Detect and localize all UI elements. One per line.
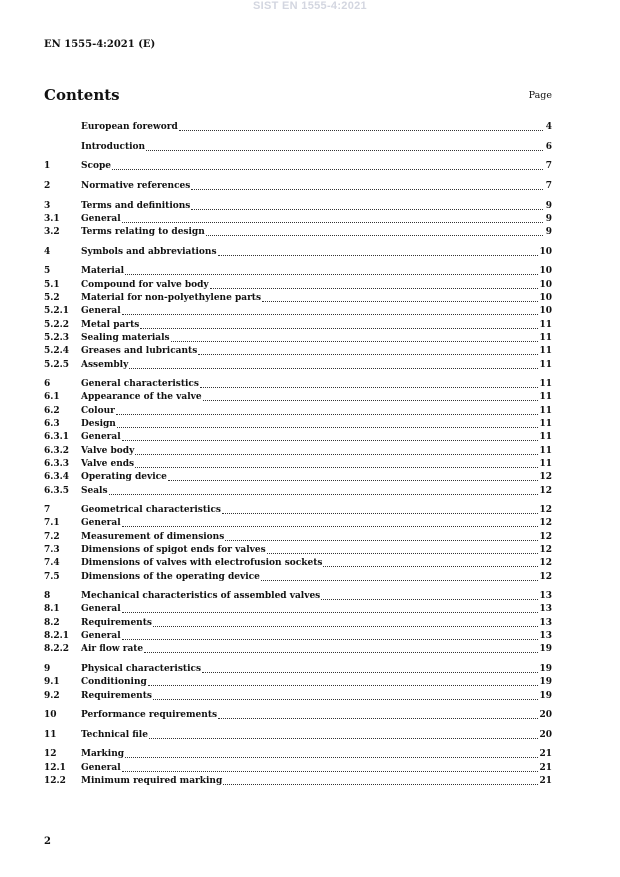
- dot-leader: [210, 287, 539, 289]
- toc-entry-page: 10: [539, 279, 552, 290]
- toc-entry-number: 6.3.1: [44, 432, 70, 443]
- toc-entry-label: Marking: [81, 749, 125, 760]
- toc-entry[interactable]: [44, 277, 552, 290]
- toc-entry-label: Dimensions of spigot ends for valves: [81, 544, 266, 555]
- page-number: 2: [44, 836, 51, 847]
- toc-entry[interactable]: [44, 516, 552, 529]
- dot-leader: [222, 512, 538, 514]
- dot-leader: [171, 340, 539, 342]
- toc-entry-number: 5.2.4: [44, 346, 70, 357]
- toc-entry-label: Measurement of dimensions: [81, 531, 225, 542]
- dot-leader: [218, 254, 539, 256]
- toc-entry[interactable]: [44, 344, 552, 357]
- toc-entry[interactable]: [44, 264, 552, 277]
- toc-entry-label: Geometrical characteristics: [81, 505, 221, 516]
- toc-entry-page: 12: [539, 544, 552, 555]
- toc-entry[interactable]: [44, 317, 552, 330]
- toc-entry-label: Requirements: [81, 690, 152, 701]
- dot-leader: [125, 756, 538, 758]
- toc-entry-page: 11: [539, 405, 552, 416]
- toc-entry[interactable]: [44, 688, 552, 701]
- dot-leader: [122, 439, 539, 441]
- toc-entry-page: 13: [539, 631, 552, 642]
- dot-leader: [225, 539, 538, 541]
- toc-entry-number: 12.1: [44, 762, 66, 773]
- toc-entry-number: 3: [44, 200, 51, 211]
- toc-entry-page: 12: [539, 531, 552, 542]
- toc-entry-label: Terms and definitions: [81, 200, 191, 211]
- toc-entry-number: 8.2: [44, 617, 60, 628]
- toc-entry-number: 6: [44, 379, 51, 390]
- dot-leader: [135, 453, 538, 455]
- toc-entry[interactable]: [44, 140, 552, 153]
- toc-entry-number: 8.2.2: [44, 644, 70, 655]
- dot-leader: [191, 208, 543, 210]
- toc-entry-label: Scope: [81, 161, 112, 172]
- table-of-contents: [44, 120, 552, 787]
- toc-entry-label: General: [81, 604, 121, 615]
- toc-entry-number: 8.1: [44, 604, 60, 615]
- toc-entry-number: 5.2.1: [44, 306, 70, 317]
- toc-entry-number: 6.3.3: [44, 458, 70, 469]
- dot-leader: [218, 717, 538, 719]
- toc-entry[interactable]: [44, 304, 552, 317]
- toc-entry-label: Greases and lubricants: [81, 346, 198, 357]
- toc-entry[interactable]: [44, 569, 552, 582]
- toc-entry[interactable]: [44, 417, 552, 430]
- dot-leader: [109, 493, 539, 495]
- dot-leader: [323, 565, 538, 567]
- toc-entry-number: 11: [44, 729, 57, 740]
- toc-entry-page: 10: [539, 246, 552, 257]
- toc-entry[interactable]: [44, 615, 552, 628]
- toc-entry-page: 10: [539, 293, 552, 304]
- dot-leader: [122, 313, 539, 315]
- toc-entry-label: General: [81, 213, 121, 224]
- toc-entry-label: General: [81, 432, 121, 443]
- dot-leader: [191, 188, 543, 190]
- dot-leader: [267, 552, 539, 554]
- toc-entry[interactable]: [44, 556, 552, 569]
- toc-entry-page: 12: [539, 505, 552, 516]
- toc-entry[interactable]: [44, 774, 552, 787]
- toc-entry-number: 7: [44, 505, 51, 516]
- dot-leader: [202, 671, 538, 673]
- toc-entry-label: Assembly: [81, 359, 129, 370]
- toc-entry-page: 9: [545, 200, 552, 211]
- toc-entry-label: Normative references: [81, 181, 191, 192]
- toc-entry-page: 11: [539, 432, 552, 443]
- dot-leader: [321, 598, 538, 600]
- toc-entry-page: 7: [545, 181, 552, 192]
- dot-leader: [223, 783, 538, 785]
- toc-entry[interactable]: [44, 403, 552, 416]
- dot-leader: [153, 625, 539, 627]
- toc-entry[interactable]: [44, 198, 552, 211]
- toc-entry-page: 11: [539, 346, 552, 357]
- toc-entry-page: 7: [545, 161, 552, 172]
- toc-entry-page: 6: [545, 141, 552, 152]
- toc-entry[interactable]: [44, 159, 552, 172]
- toc-entry-label: Physical characteristics: [81, 663, 202, 674]
- dot-leader: [168, 479, 539, 481]
- toc-entry-page: 4: [545, 122, 552, 133]
- toc-entry-number: 12.2: [44, 775, 66, 786]
- toc-entry-page: 20: [539, 729, 552, 740]
- toc-entry-number: 3.2: [44, 227, 60, 238]
- toc-entry-label: Design: [81, 419, 116, 430]
- toc-entry[interactable]: [44, 760, 552, 773]
- dot-leader: [122, 525, 539, 527]
- toc-entry[interactable]: [44, 120, 552, 133]
- toc-entry-page: 10: [539, 266, 552, 277]
- dot-leader: [198, 353, 538, 355]
- toc-entry[interactable]: [44, 503, 552, 516]
- toc-entry[interactable]: [44, 529, 552, 542]
- toc-entry[interactable]: [44, 727, 552, 740]
- toc-entry-page: 19: [539, 677, 552, 688]
- toc-entry-label: Requirements: [81, 617, 152, 628]
- toc-entry-label: Metal parts: [81, 319, 140, 330]
- toc-entry[interactable]: [44, 377, 552, 390]
- toc-entry[interactable]: [44, 602, 552, 615]
- toc-entry-number: 5.1: [44, 279, 60, 290]
- toc-entry-number: 5.2.3: [44, 332, 70, 343]
- dot-leader: [122, 638, 539, 640]
- toc-entry-number: 5.2.2: [44, 319, 70, 330]
- toc-entry-page: 9: [545, 227, 552, 238]
- toc-entry-number: 12: [44, 749, 57, 760]
- toc-entry-number: 8.2.1: [44, 631, 70, 642]
- toc-entry-label: General: [81, 631, 121, 642]
- toc-entry-label: Dimensions of the operating device: [81, 571, 260, 582]
- toc-entry-number: 5: [44, 266, 51, 277]
- toc-entry[interactable]: [44, 589, 552, 602]
- toc-entry-page: 12: [539, 558, 552, 569]
- toc-entry[interactable]: [44, 212, 552, 225]
- dot-leader: [149, 737, 539, 739]
- toc-entry-page: 11: [539, 319, 552, 330]
- toc-entry-label: Air flow rate: [81, 644, 144, 655]
- toc-entry-number: 7.2: [44, 531, 60, 542]
- toc-entry[interactable]: [44, 457, 552, 470]
- toc-entry[interactable]: [44, 390, 552, 403]
- toc-entry-label: Sealing materials: [81, 332, 170, 343]
- dot-leader: [122, 221, 543, 223]
- toc-entry-label: Minimum required marking: [81, 775, 223, 786]
- toc-entry-number: 6.1: [44, 392, 60, 403]
- toc-entry[interactable]: [44, 629, 552, 642]
- toc-entry-label: General: [81, 518, 121, 529]
- dot-leader: [122, 770, 539, 772]
- toc-entry[interactable]: [44, 357, 552, 370]
- toc-entry-number: 9: [44, 663, 51, 674]
- dot-leader: [144, 651, 538, 653]
- dot-leader: [200, 386, 539, 388]
- toc-entry-label: Colour: [81, 405, 115, 416]
- toc-entry[interactable]: [44, 662, 552, 675]
- dot-leader: [112, 168, 543, 170]
- toc-entry-page: 11: [539, 419, 552, 430]
- toc-entry-page: 11: [539, 359, 552, 370]
- toc-entry[interactable]: [44, 430, 552, 443]
- toc-entry[interactable]: [44, 543, 552, 556]
- toc-entry-page: 11: [539, 392, 552, 403]
- toc-entry[interactable]: [44, 331, 552, 344]
- toc-entry-page: 11: [539, 458, 552, 469]
- toc-entry-label: Material for non-polyethylene parts: [81, 293, 262, 304]
- toc-entry-label: Mechanical characteristics of assembled valves: [81, 591, 321, 602]
- toc-entry[interactable]: [44, 291, 552, 304]
- toc-entry-label: General: [81, 762, 121, 773]
- toc-entry[interactable]: [44, 747, 552, 760]
- toc-entry-page: 13: [539, 604, 552, 615]
- toc-entry[interactable]: [44, 642, 552, 655]
- toc-entry[interactable]: [44, 225, 552, 238]
- toc-entry-label: General characteristics: [81, 379, 199, 390]
- page-title: Contents: [44, 86, 120, 104]
- toc-entry-label: Terms relating to design: [81, 227, 205, 238]
- toc-entry-number: 10: [44, 710, 57, 721]
- toc-entry-page: 11: [539, 332, 552, 343]
- dot-leader: [122, 611, 539, 613]
- toc-entry-page: 11: [539, 445, 552, 456]
- toc-entry-page: 19: [539, 663, 552, 674]
- toc-entry-label: Symbols and abbreviations: [81, 246, 217, 257]
- toc-entry-label: Operating device: [81, 472, 167, 483]
- toc-entry-page: 13: [539, 591, 552, 602]
- toc-entry-label: General: [81, 306, 121, 317]
- toc-entry[interactable]: [44, 675, 552, 688]
- toc-entry-page: 19: [539, 644, 552, 655]
- toc-entry-label: Dimensions of valves with electrofusion sockets: [81, 558, 323, 569]
- toc-entry-page: 21: [539, 762, 552, 773]
- toc-entry-number: 9.1: [44, 677, 60, 688]
- dot-leader: [146, 149, 543, 151]
- toc-entry-page: 13: [539, 617, 552, 628]
- document-id: EN 1555-4:2021 (E): [44, 39, 156, 50]
- dot-leader: [179, 129, 543, 131]
- dot-leader: [206, 234, 543, 236]
- toc-entry-page: 10: [539, 306, 552, 317]
- toc-entry[interactable]: [44, 443, 552, 456]
- dot-leader: [140, 327, 538, 329]
- toc-entry-page: 12: [539, 485, 552, 496]
- toc-entry-label: Compound for valve body: [81, 279, 209, 290]
- toc-entry-label: Seals: [81, 485, 108, 496]
- toc-entry-label: Appearance of the valve: [81, 392, 202, 403]
- toc-entry-page: 21: [539, 749, 552, 760]
- dot-leader: [262, 300, 538, 302]
- toc-entry-label: Conditioning: [81, 677, 147, 688]
- toc-entry[interactable]: [44, 179, 552, 192]
- toc-entry-number: 1: [44, 161, 51, 172]
- toc-entry-number: 8: [44, 591, 51, 602]
- toc-entry-number: 9.2: [44, 690, 60, 701]
- toc-entry-number: 6.3: [44, 419, 60, 430]
- toc-entry[interactable]: [44, 483, 552, 496]
- toc-entry[interactable]: [44, 245, 552, 258]
- toc-entry-label: Performance requirements: [81, 710, 218, 721]
- toc-entry-number: 6.3.4: [44, 472, 70, 483]
- toc-entry-number: 5.2.5: [44, 359, 70, 370]
- toc-entry-page: 9: [545, 213, 552, 224]
- toc-entry-page: 12: [539, 571, 552, 582]
- toc-entry-label: Technical file: [81, 729, 148, 740]
- toc-entry-page: 20: [539, 710, 552, 721]
- toc-entry-number: 7.4: [44, 558, 60, 569]
- toc-entry-label: Valve ends: [81, 458, 135, 469]
- toc-entry-label: Valve body: [81, 445, 135, 456]
- toc-entry-page: 19: [539, 690, 552, 701]
- dot-leader: [153, 698, 539, 700]
- toc-entry-label: European foreword: [81, 122, 178, 133]
- dot-leader: [203, 399, 539, 401]
- toc-entry-number: 3.1: [44, 213, 60, 224]
- toc-entry-page: 11: [539, 379, 552, 390]
- toc-entry-number: 7.1: [44, 518, 60, 529]
- toc-entry-number: 4: [44, 246, 51, 257]
- toc-entry-number: 6.3.2: [44, 445, 70, 456]
- toc-entry[interactable]: [44, 708, 552, 721]
- toc-entry-number: 7.3: [44, 544, 60, 555]
- dot-leader: [148, 684, 539, 686]
- toc-entry-number: 5.2: [44, 293, 60, 304]
- toc-entry-page: 12: [539, 518, 552, 529]
- dot-leader: [125, 273, 538, 275]
- toc-entry[interactable]: [44, 470, 552, 483]
- toc-entry-number: 6.3.5: [44, 485, 70, 496]
- dot-leader: [129, 367, 538, 369]
- toc-entry-number: 6.2: [44, 405, 60, 416]
- toc-entry-number: 7.5: [44, 571, 60, 582]
- dot-leader: [135, 466, 538, 468]
- toc-entry-page: 12: [539, 472, 552, 483]
- dot-leader: [117, 426, 539, 428]
- toc-entry-number: 2: [44, 181, 51, 192]
- page-column-label: Page: [528, 90, 552, 101]
- dot-leader: [261, 579, 539, 581]
- toc-entry-label: Material: [81, 266, 125, 277]
- dot-leader: [116, 413, 539, 415]
- watermark: SIST EN 1555-4:2021: [253, 0, 367, 12]
- toc-entry-page: 21: [539, 775, 552, 786]
- toc-entry-label: Introduction: [81, 141, 146, 152]
